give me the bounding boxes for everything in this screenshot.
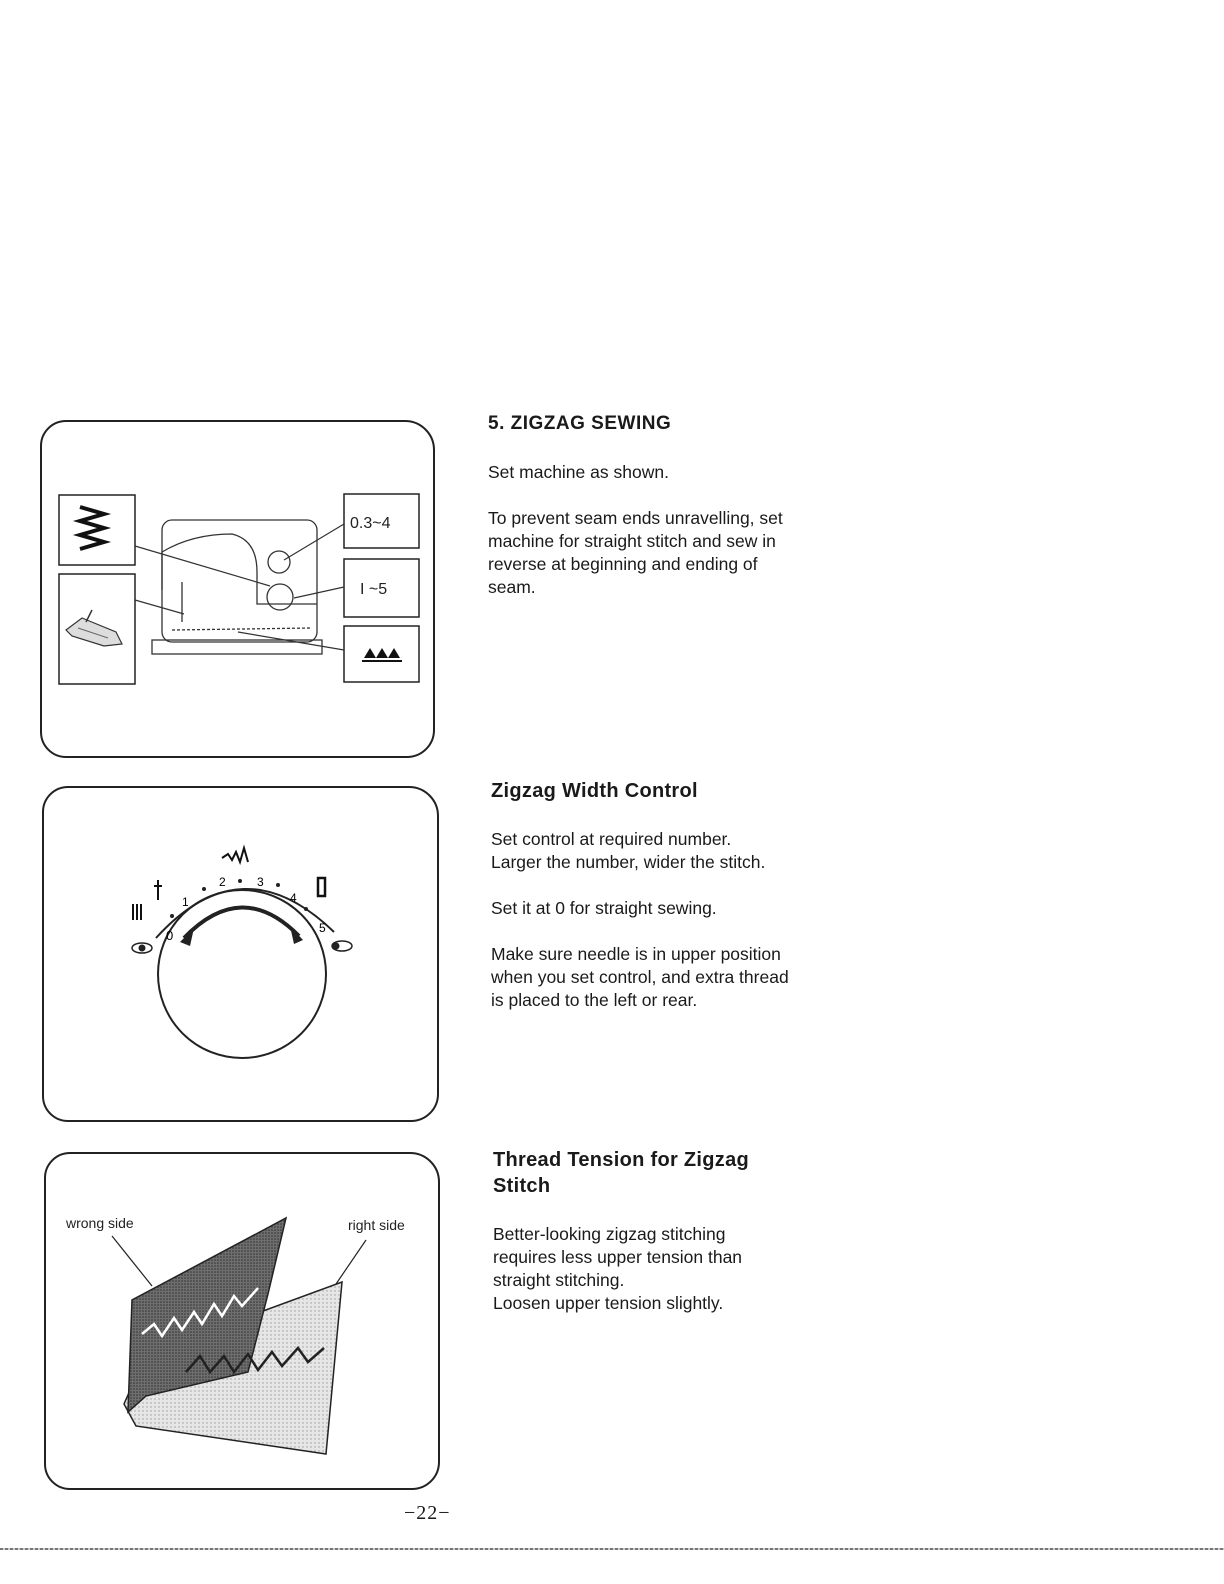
- width-control-section: [491, 778, 791, 1035]
- straight-stitch-icon: [154, 880, 162, 900]
- machine-setting-figure: [40, 420, 435, 758]
- width-dial: [158, 890, 326, 1058]
- right-side-label: right side: [348, 1217, 405, 1233]
- needle-right-icon: [332, 941, 352, 951]
- thread-tension-section: [493, 1147, 793, 1315]
- bottom-rule: [0, 1548, 1224, 1550]
- satin-stitch-icon: [318, 878, 325, 896]
- dial-number-4: 4: [290, 891, 297, 905]
- feed-dog-up-icon: [362, 648, 402, 662]
- arrow-left-head: [180, 928, 194, 946]
- stitch-length-label: 0.3~4: [350, 515, 391, 532]
- zigzag-sewing-section: [488, 412, 788, 622]
- dial-number-3: 3: [257, 875, 264, 889]
- zigzag-sewing-p1: Set machine as shown.: [488, 462, 669, 482]
- needle-left-icon: [132, 943, 152, 953]
- fabric-tension-figure: [44, 1152, 440, 1490]
- width-control-p1b: Larger the number, wider the stitch.: [491, 852, 766, 872]
- sewing-machine-drawing: [152, 520, 322, 654]
- width-control-title: Zigzag Width Control: [491, 780, 698, 802]
- presser-foot-icon: [66, 610, 122, 646]
- zigzag-symbol-icon: [222, 848, 248, 862]
- thread-tension-title: Thread Tension for Zigzag Stitch: [493, 1149, 750, 1197]
- dial-direction-arrow: [184, 907, 299, 938]
- width-dial-figure: [42, 786, 439, 1122]
- wrong-side-label: wrong side: [66, 1215, 134, 1231]
- page-number: −22−: [404, 1502, 451, 1524]
- dotted-stitch-icon: [132, 904, 142, 920]
- dial-number-2: 2: [219, 875, 226, 889]
- zigzag-sewing-title: 5. ZIGZAG SEWING: [488, 413, 672, 434]
- zigzag-stitch-icon: [80, 507, 104, 549]
- arrow-right-head: [290, 926, 303, 944]
- zigzag-sewing-p2: To prevent seam ends unravelling, set machine for straight stitch and sew in reverse at beginning and ending of seam.: [488, 508, 783, 597]
- dial-number-0: 0: [166, 928, 174, 943]
- width-control-p3: Make sure needle is in upper position when you set control, and extra thread is placed to the left or rear.: [491, 944, 789, 1010]
- dial-number-1: 1: [182, 895, 189, 909]
- dial-number-5: 5: [319, 921, 326, 935]
- width-control-p2: Set it at 0 for straight sewing.: [491, 898, 717, 918]
- stitch-width-label: I ~5: [360, 581, 388, 598]
- thread-tension-p1: Better-looking zigzag stitching requires less upper tension than straight stitching.: [493, 1224, 743, 1290]
- thread-tension-p2: Loosen upper tension slightly.: [493, 1293, 724, 1313]
- width-control-p1a: Set control at required number.: [491, 829, 732, 849]
